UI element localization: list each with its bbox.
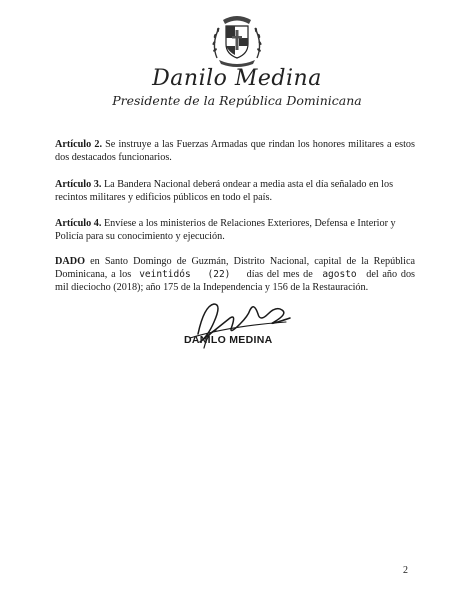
dado-text-2: días del mes de [242, 269, 317, 280]
article-3-text: La Bandera Nacional deberá ondear a media asta el día señalado en los recintos militares y edificios públicos en todo el país. [55, 179, 394, 203]
article-3-label: Artículo 3. [55, 179, 102, 190]
signatory-name: DANILO MEDINA [184, 334, 273, 346]
dado-text-1: en Santo Domingo de Guzmán, Distrito Nacional, capital de la República Dominicana, a los [55, 256, 415, 280]
article-2 [55, 138, 415, 164]
handwritten-signature [170, 296, 310, 356]
article-4-text: Envíese a los ministerios de Relaciones Exteriores, Defensa e Interior y Policía para su conocimiento y ejecución. [55, 218, 396, 242]
coat-of-arms-seal [207, 10, 267, 68]
day-words: veintidós [139, 269, 191, 280]
dado-text-3: del año dos mil dieciocho (2018); año 175 de la Independencia y 156 de la Restauración. [55, 269, 416, 293]
article-4-label: Artículo 4. [55, 218, 102, 229]
article-3 [55, 178, 415, 204]
month: agosto [322, 269, 357, 280]
header-title-script: Presidente de la República Dominicana [112, 93, 362, 108]
article-2-text: Se instruye a las Fuerzas Armadas que rindan los honores militares a estos dos destacados funcionarios. [55, 139, 415, 163]
day-number: (22) [207, 269, 231, 280]
page-number: 2 [403, 565, 408, 576]
dado-label: DADO [55, 256, 85, 267]
dado-paragraph [55, 255, 415, 294]
article-4 [55, 217, 415, 243]
article-2-label: Artículo 2. [55, 139, 102, 150]
header-name-script: Danilo Medina [152, 66, 322, 91]
